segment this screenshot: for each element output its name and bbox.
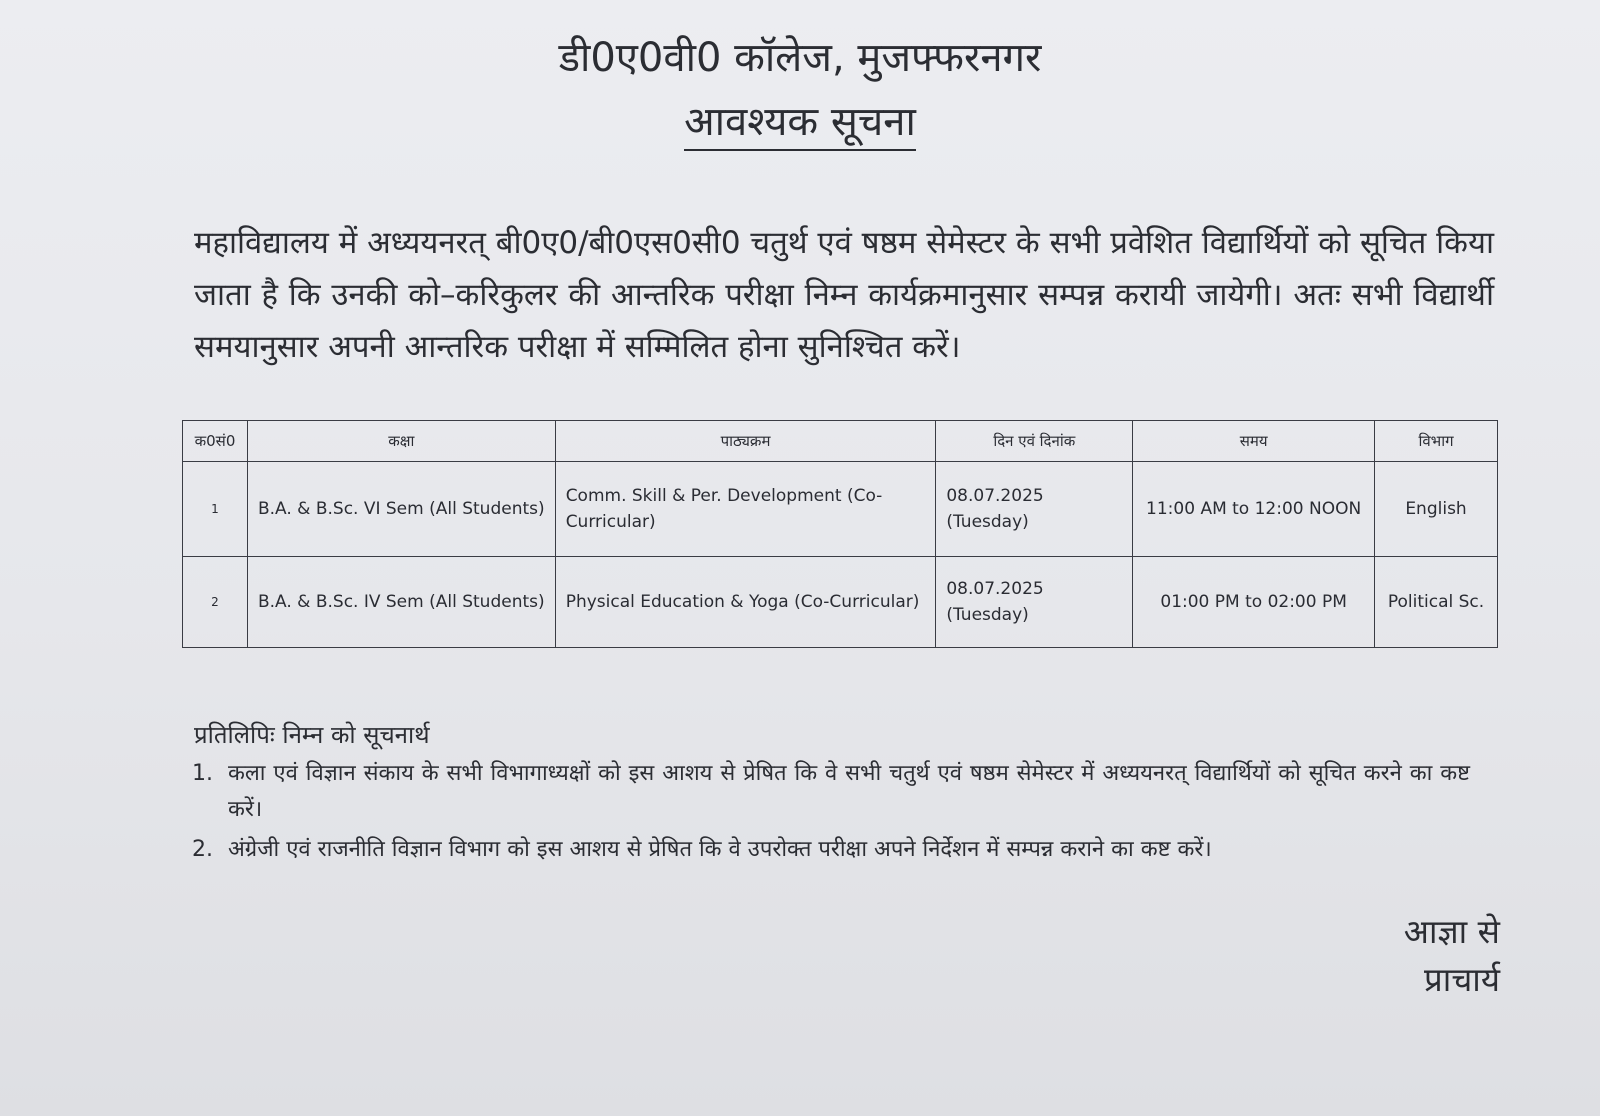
- cell-department: English: [1375, 462, 1498, 557]
- header-department: विभाग: [1375, 421, 1498, 462]
- notice-title-wrapper: [0, 98, 1600, 146]
- table-row: [183, 557, 1498, 648]
- list-item-number: 1.: [192, 761, 213, 786]
- cell-date: 08.07.2025: [946, 579, 1044, 599]
- list-item: [190, 756, 1470, 828]
- copy-to-list: [190, 756, 1470, 872]
- cell-date: 08.07.2025: [946, 486, 1044, 506]
- signature-line-order: आज्ञा से: [1403, 912, 1500, 951]
- cell-course: Physical Education & Yoga (Co-Curricular): [555, 557, 936, 648]
- copy-to-heading: प्रतिलिपिः निम्न को सूचनार्थ: [194, 721, 430, 749]
- table-header-row: [183, 421, 1498, 462]
- cell-department: Political Sc.: [1375, 557, 1498, 648]
- cell-day-date: [936, 557, 1133, 648]
- cell-time: 01:00 PM to 02:00 PM: [1133, 557, 1375, 648]
- header-time: समय: [1133, 421, 1375, 462]
- list-item-number: 2.: [192, 837, 213, 862]
- header-class: कक्षा: [247, 421, 555, 462]
- cell-class: B.A. & B.Sc. VI Sem (All Students): [247, 462, 555, 557]
- signature-line-principal: प्राचार्य: [1424, 960, 1500, 999]
- list-item-text: कला एवं विज्ञान संकाय के सभी विभागाध्यक्षों को इस आशय से प्रेषित कि वे सभी चतुर्थ एवं षष्ठम सेमेस्टर में अध्ययनरत् विद्यार्थियों को सूचित करने का कष्ट करें।: [228, 761, 1470, 822]
- cell-day: (Tuesday): [946, 512, 1029, 532]
- cell-course: Comm. Skill & Per. Development (Co-Curricular): [555, 462, 936, 557]
- notice-intro-paragraph: महाविद्यालय में अध्ययनरत् बी0ए0/बी0एस0सी0 चतुर्थ एवं षष्ठम सेमेस्टर के सभी प्रवेशित विद्यार्थियों को सूचित किया जाता है कि उनकी को–करिकुलर की आन्तरिक परीक्षा निम्न कार्यक्रमानुसार सम्पन्न करायी जायेगी। अतः सभी विद्यार्थी समयानुसार अपनी आन्तरिक परीक्षा में सम्मिलित होना सुनिश्चित करें।: [194, 225, 1494, 365]
- cell-serial-no: 1: [183, 462, 248, 557]
- table-row: [183, 462, 1498, 557]
- header-course: पाठ्यक्रम: [555, 421, 936, 462]
- cell-class: B.A. & B.Sc. IV Sem (All Students): [247, 557, 555, 648]
- list-item: [190, 832, 1470, 868]
- cell-day-date: [936, 462, 1133, 557]
- cell-time: 11:00 AM to 12:00 NOON: [1133, 462, 1375, 557]
- cell-serial-no: 2: [183, 557, 248, 648]
- header-serial-no: क0सं0: [183, 421, 248, 462]
- cell-day: (Tuesday): [946, 605, 1029, 625]
- header-day-date: दिन एवं दिनांक: [936, 421, 1133, 462]
- notice-title: आवश्यक सूचना: [684, 99, 916, 151]
- list-item-text: अंग्रेजी एवं राजनीति विज्ञान विभाग को इस आशय से प्रेषित कि वे उपरोक्त परीक्षा अपने निर्देशन में सम्पन्न कराने का कष्ट करें।: [228, 837, 1212, 862]
- exam-schedule-table: [182, 420, 1498, 648]
- college-name: डी0ए0वी0 कॉलेज, मुजफ्फरनगर: [558, 35, 1042, 81]
